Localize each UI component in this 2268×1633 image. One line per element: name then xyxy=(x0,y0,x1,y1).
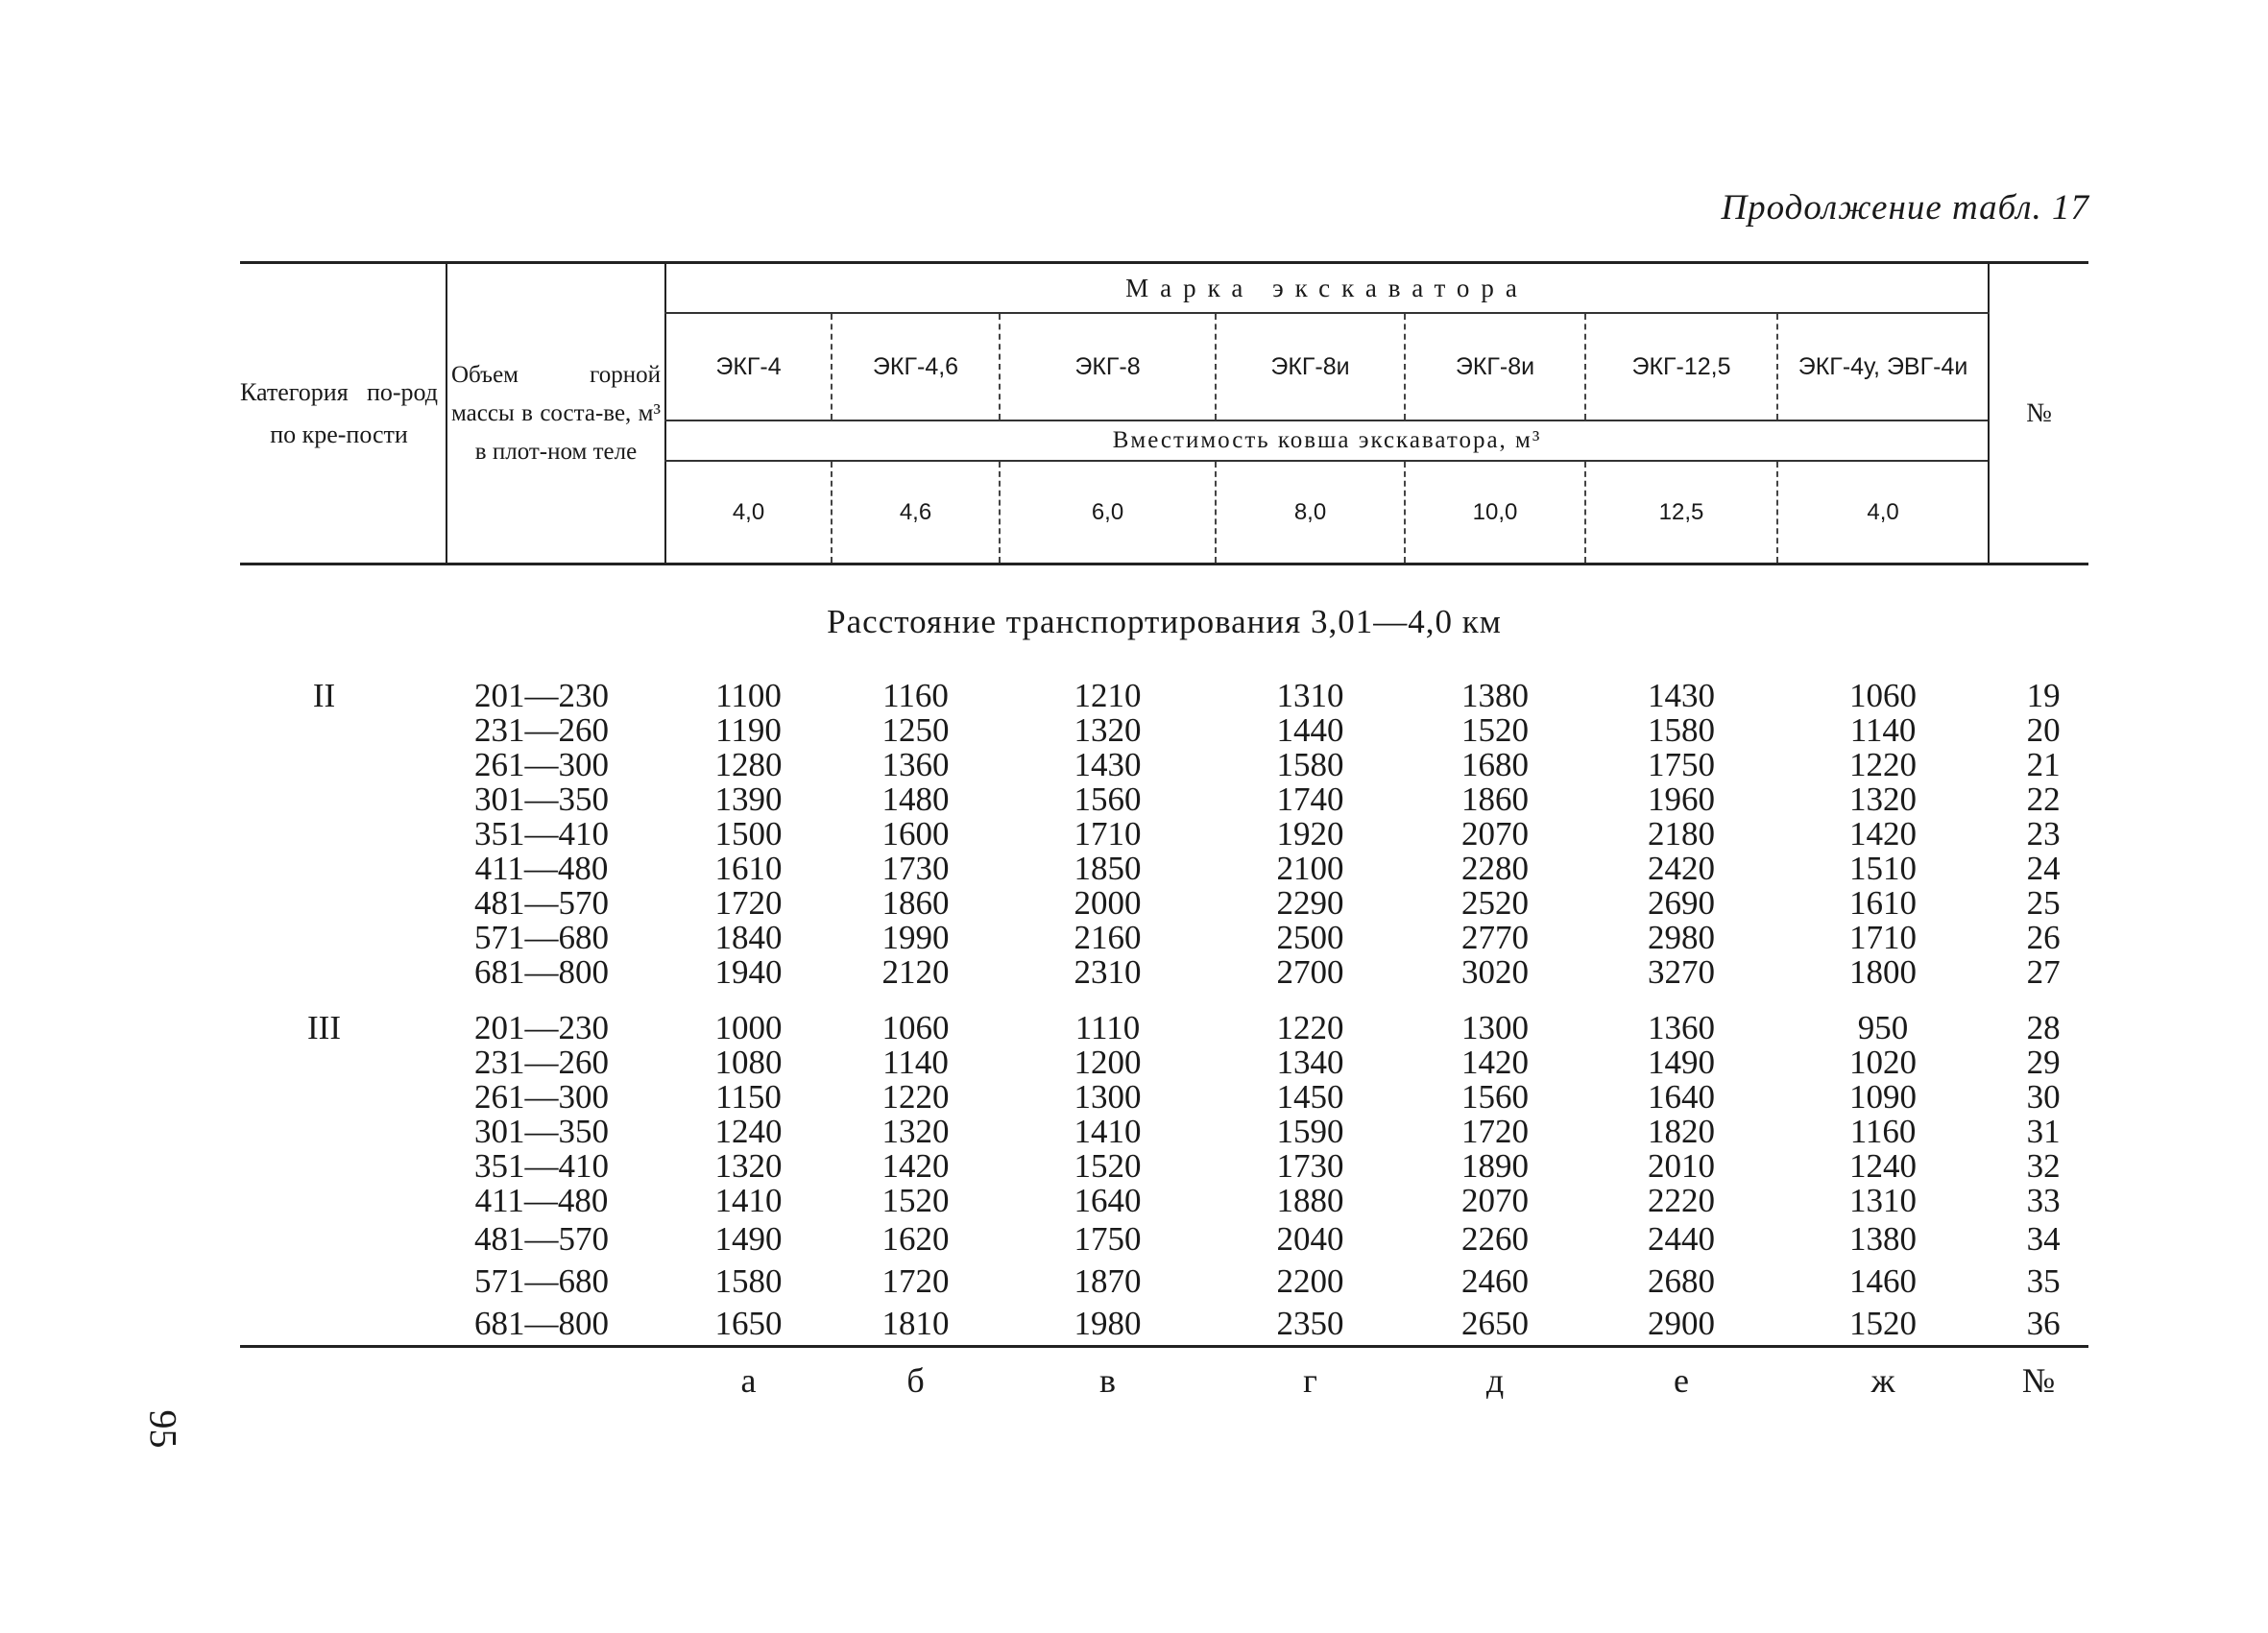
category-cell xyxy=(240,1115,446,1149)
table-row xyxy=(240,1080,2088,1115)
row-number-cell: 30 xyxy=(2026,1078,2061,1116)
value-cell: 1600 xyxy=(881,815,950,853)
volume-cell: 681—800 xyxy=(474,1305,609,1342)
brand-ekg-4: ЭКГ-4 xyxy=(665,313,832,420)
value-cell: 1160 xyxy=(882,677,949,714)
value-cell: 1240 xyxy=(714,1113,783,1150)
table-header xyxy=(240,263,2088,564)
value-cell: 1850 xyxy=(1074,850,1142,887)
value-cell: 1490 xyxy=(714,1220,783,1258)
table-row xyxy=(240,886,2088,921)
value-cell: 2040 xyxy=(1276,1220,1344,1258)
value-cell: 1320 xyxy=(1849,780,1918,818)
value-cell: 1640 xyxy=(1648,1078,1715,1116)
value-cell: 1620 xyxy=(881,1220,950,1258)
volume-cell: 571—680 xyxy=(474,919,609,956)
capacity-zh: 4,0 xyxy=(1777,461,1989,564)
header-volume: Объем горной массы в соста-ве, м³ в плот-ном теле xyxy=(446,263,665,564)
value-cell: 2180 xyxy=(1648,815,1715,853)
table-row xyxy=(240,1011,2088,1045)
value-cell: 1200 xyxy=(1074,1044,1142,1081)
value-cell: 2690 xyxy=(1648,884,1715,922)
category-cell xyxy=(240,852,446,886)
volume-cell: 231—260 xyxy=(474,711,609,749)
row-number-cell: 25 xyxy=(2026,884,2061,922)
value-cell: 1750 xyxy=(1074,1220,1142,1258)
capacity-b: 4,6 xyxy=(832,461,1000,564)
group-gap xyxy=(240,990,2088,1011)
value-cell: 1580 xyxy=(1276,746,1344,783)
value-cell: 1590 xyxy=(1276,1113,1344,1150)
value-cell: 1960 xyxy=(1648,780,1715,818)
row-number-cell: 31 xyxy=(2026,1113,2061,1150)
page-number: 95 xyxy=(141,1409,185,1449)
value-cell: 1500 xyxy=(714,815,783,853)
value-cell: 1610 xyxy=(1849,884,1918,922)
value-cell: 1410 xyxy=(714,1182,783,1219)
value-cell: 1860 xyxy=(881,884,950,922)
volume-cell: 481—570 xyxy=(474,884,609,922)
category-cell xyxy=(240,921,446,955)
value-cell: 1720 xyxy=(1461,1113,1529,1150)
value-cell: 1100 xyxy=(715,677,782,714)
value-cell: 1720 xyxy=(714,884,783,922)
row-number-cell: 35 xyxy=(2026,1262,2061,1300)
value-cell: 1580 xyxy=(1648,711,1715,749)
value-cell: 1480 xyxy=(881,780,950,818)
value-cell: 1440 xyxy=(1276,711,1344,749)
value-cell: 1140 xyxy=(1849,711,1917,749)
footer-letter: е xyxy=(1585,1347,1777,1414)
volume-cell: 681—800 xyxy=(474,953,609,991)
category-cell xyxy=(240,1218,446,1261)
value-cell: 1880 xyxy=(1276,1182,1344,1219)
value-cell: 1320 xyxy=(881,1113,950,1150)
value-cell: 1390 xyxy=(714,780,783,818)
header-number: № xyxy=(1989,263,2088,564)
row-number-cell: 24 xyxy=(2026,850,2061,887)
value-cell: 2280 xyxy=(1461,850,1529,887)
value-cell: 1360 xyxy=(1648,1009,1715,1046)
table-row xyxy=(240,1303,2088,1347)
value-cell: 2200 xyxy=(1276,1262,1344,1300)
value-cell: 1650 xyxy=(714,1305,783,1342)
table-row xyxy=(240,1149,2088,1184)
brand-ekg-4u-evg-4i: ЭКГ-4у, ЭВГ-4и xyxy=(1777,313,1989,420)
row-number-cell: 29 xyxy=(2026,1044,2061,1081)
value-cell: 1220 xyxy=(1276,1009,1344,1046)
value-cell: 1840 xyxy=(714,919,783,956)
value-cell: 2980 xyxy=(1648,919,1715,956)
value-cell: 1940 xyxy=(714,953,783,991)
value-cell: 1380 xyxy=(1849,1220,1918,1258)
volume-cell: 201—230 xyxy=(474,677,609,714)
row-number-cell: 34 xyxy=(2026,1220,2061,1258)
brand-ekg-12-5: ЭКГ-12,5 xyxy=(1585,313,1777,420)
row-number-cell: 26 xyxy=(2026,919,2061,956)
value-cell: 2160 xyxy=(1074,919,1142,956)
footer-letter: а xyxy=(665,1347,832,1414)
table-row xyxy=(240,921,2088,955)
value-cell: 1210 xyxy=(1074,677,1142,714)
table-row xyxy=(240,955,2088,990)
value-cell: 1310 xyxy=(1849,1182,1918,1219)
value-cell: 1460 xyxy=(1849,1262,1918,1300)
value-cell: 1860 xyxy=(1461,780,1529,818)
category-cell xyxy=(240,748,446,782)
footer-letter: б xyxy=(832,1347,1000,1414)
table-row xyxy=(240,1261,2088,1303)
volume-cell: 481—570 xyxy=(474,1220,609,1258)
value-cell: 1710 xyxy=(1074,815,1142,853)
volume-cell: 201—230 xyxy=(474,1009,609,1046)
value-cell: 1560 xyxy=(1461,1078,1529,1116)
value-cell: 1820 xyxy=(1648,1113,1715,1150)
row-number-cell: 27 xyxy=(2026,953,2061,991)
volume-cell: 351—410 xyxy=(474,1147,609,1185)
footer-blank xyxy=(446,1347,665,1414)
value-cell: 2220 xyxy=(1648,1182,1715,1219)
value-cell: 950 xyxy=(1857,1009,1909,1046)
table-row xyxy=(240,679,2088,713)
category-cell xyxy=(240,1149,446,1184)
value-cell: 1870 xyxy=(1074,1262,1142,1300)
table-body xyxy=(240,564,2088,1347)
value-cell: 2650 xyxy=(1461,1305,1529,1342)
value-cell: 1420 xyxy=(1461,1044,1529,1081)
footer-letter: № xyxy=(1989,1347,2088,1414)
table-row xyxy=(240,852,2088,886)
value-cell: 1300 xyxy=(1074,1078,1142,1116)
value-cell: 1520 xyxy=(1074,1147,1142,1185)
value-cell: 1810 xyxy=(881,1305,950,1342)
value-cell: 1430 xyxy=(1074,746,1142,783)
value-cell: 1430 xyxy=(1648,677,1715,714)
volume-cell: 411—480 xyxy=(474,850,609,887)
value-cell: 1020 xyxy=(1849,1044,1918,1081)
header-category: Категория по-род по кре-пости xyxy=(240,263,446,564)
value-cell: 1240 xyxy=(1849,1147,1918,1185)
category-cell xyxy=(240,1184,446,1218)
value-cell: 1360 xyxy=(881,746,950,783)
category-cell xyxy=(240,782,446,817)
value-cell: 2350 xyxy=(1276,1305,1344,1342)
volume-cell: 571—680 xyxy=(474,1262,609,1300)
volume-cell: 261—300 xyxy=(474,1078,609,1116)
value-cell: 1410 xyxy=(1074,1113,1142,1150)
value-cell: 1000 xyxy=(714,1009,783,1046)
value-cell: 1060 xyxy=(1849,677,1918,714)
row-number-cell: 32 xyxy=(2026,1147,2061,1185)
value-cell: 1160 xyxy=(1849,1113,1917,1150)
table-continuation-caption: Продолжение табл. 17 xyxy=(1721,188,2089,228)
value-cell: 1250 xyxy=(881,711,950,749)
value-cell: 1750 xyxy=(1648,746,1715,783)
value-cell: 1610 xyxy=(714,850,783,887)
value-cell: 1340 xyxy=(1276,1044,1344,1081)
value-cell: 1490 xyxy=(1648,1044,1715,1081)
footer-letter: г xyxy=(1216,1347,1405,1414)
value-cell: 1110 xyxy=(1074,1009,1141,1046)
value-cell: 2070 xyxy=(1461,815,1529,853)
section-title: Расстояние транспортирования 3,01—4,0 км xyxy=(827,603,1502,640)
table-row xyxy=(240,748,2088,782)
value-cell: 1380 xyxy=(1461,677,1529,714)
category-cell xyxy=(240,1080,446,1115)
value-cell: 1150 xyxy=(715,1078,782,1116)
category-cell xyxy=(240,1303,446,1347)
brand-ekg-8i-2: ЭКГ-8и xyxy=(1405,313,1585,420)
row-number-cell: 23 xyxy=(2026,815,2061,853)
row-number-cell: 28 xyxy=(2026,1009,2061,1046)
value-cell: 1580 xyxy=(714,1262,783,1300)
capacity-d: 10,0 xyxy=(1405,461,1585,564)
value-cell: 1990 xyxy=(881,919,950,956)
category-cell xyxy=(240,886,446,921)
value-cell: 1090 xyxy=(1849,1078,1918,1116)
header-brand-group: Марка экскаватора xyxy=(665,263,1989,314)
value-cell: 1520 xyxy=(1849,1305,1918,1342)
value-cell: 1800 xyxy=(1849,953,1918,991)
value-cell: 2680 xyxy=(1648,1262,1715,1300)
value-cell: 2260 xyxy=(1461,1220,1529,1258)
category-cell xyxy=(240,1261,446,1303)
value-cell: 1310 xyxy=(1276,677,1344,714)
value-cell: 1980 xyxy=(1074,1305,1142,1342)
table-row xyxy=(240,1184,2088,1218)
table-row xyxy=(240,782,2088,817)
row-number-cell: 36 xyxy=(2026,1305,2061,1342)
volume-cell: 301—350 xyxy=(474,780,609,818)
value-cell: 2070 xyxy=(1461,1182,1529,1219)
volume-cell: 411—480 xyxy=(474,1182,609,1219)
category-cell: II xyxy=(312,677,336,714)
category-cell xyxy=(240,1045,446,1080)
brand-ekg-8: ЭКГ-8 xyxy=(1000,313,1216,420)
column-letter-row xyxy=(240,1347,2088,1414)
value-cell: 3020 xyxy=(1461,953,1529,991)
brand-ekg-8i: ЭКГ-8и xyxy=(1216,313,1405,420)
value-cell: 1080 xyxy=(714,1044,783,1081)
value-cell: 2100 xyxy=(1276,850,1344,887)
row-number-cell: 19 xyxy=(2026,677,2061,714)
value-cell: 1710 xyxy=(1849,919,1918,956)
value-cell: 1560 xyxy=(1074,780,1142,818)
value-cell: 2440 xyxy=(1648,1220,1715,1258)
row-number-cell: 20 xyxy=(2026,711,2061,749)
value-cell: 2460 xyxy=(1461,1262,1529,1300)
value-cell: 1640 xyxy=(1074,1182,1142,1219)
value-cell: 2520 xyxy=(1461,884,1529,922)
category-cell xyxy=(240,955,446,990)
volume-cell: 351—410 xyxy=(474,815,609,853)
value-cell: 1920 xyxy=(1276,815,1344,853)
footer-letter: д xyxy=(1405,1347,1585,1414)
value-cell: 1450 xyxy=(1276,1078,1344,1116)
footer-blank xyxy=(240,1347,446,1414)
value-cell: 1720 xyxy=(881,1262,950,1300)
category-cell xyxy=(240,817,446,852)
capacity-g: 8,0 xyxy=(1216,461,1405,564)
value-cell: 3270 xyxy=(1648,953,1715,991)
gap-cell xyxy=(240,990,2088,1011)
value-cell: 1220 xyxy=(1849,746,1918,783)
capacity-e: 12,5 xyxy=(1585,461,1777,564)
value-cell: 1520 xyxy=(881,1182,950,1219)
value-cell: 1190 xyxy=(715,711,782,749)
value-cell: 1280 xyxy=(714,746,783,783)
value-cell: 1680 xyxy=(1461,746,1529,783)
value-cell: 2500 xyxy=(1276,919,1344,956)
category-cell: III xyxy=(307,1009,341,1046)
value-cell: 2310 xyxy=(1074,953,1142,991)
value-cell: 1060 xyxy=(881,1009,950,1046)
value-cell: 1510 xyxy=(1849,850,1918,887)
table-row xyxy=(240,713,2088,748)
table-row xyxy=(240,817,2088,852)
value-cell: 1320 xyxy=(1074,711,1142,749)
value-cell: 1320 xyxy=(714,1147,783,1185)
footer-letter: в xyxy=(1000,1347,1216,1414)
capacity-a: 4,0 xyxy=(665,461,832,564)
row-number-cell: 21 xyxy=(2026,746,2061,783)
value-cell: 2290 xyxy=(1276,884,1344,922)
volume-cell: 231—260 xyxy=(474,1044,609,1081)
header-capacity-group: Вместимость ковша экскаватора, м³ xyxy=(665,420,1989,461)
value-cell: 1420 xyxy=(881,1147,950,1185)
value-cell: 1730 xyxy=(881,850,950,887)
row-number-cell: 22 xyxy=(2026,780,2061,818)
value-cell: 2700 xyxy=(1276,953,1344,991)
table-row xyxy=(240,1045,2088,1080)
value-cell: 2900 xyxy=(1648,1305,1715,1342)
value-cell: 2120 xyxy=(881,953,950,991)
category-cell xyxy=(240,713,446,748)
table-row xyxy=(240,1218,2088,1261)
row-number-cell: 33 xyxy=(2026,1182,2061,1219)
value-cell: 2420 xyxy=(1648,850,1715,887)
brand-ekg-4-6: ЭКГ-4,6 xyxy=(832,313,1000,420)
value-cell: 1890 xyxy=(1461,1147,1529,1185)
value-cell: 1520 xyxy=(1461,711,1529,749)
capacity-v: 6,0 xyxy=(1000,461,1216,564)
value-cell: 2770 xyxy=(1461,919,1529,956)
volume-cell: 261—300 xyxy=(474,746,609,783)
value-cell: 2010 xyxy=(1648,1147,1715,1185)
footer-letter: ж xyxy=(1777,1347,1989,1414)
excavator-productivity-table xyxy=(240,261,2088,1413)
value-cell: 1300 xyxy=(1461,1009,1529,1046)
value-cell: 1730 xyxy=(1276,1147,1344,1185)
value-cell: 1140 xyxy=(882,1044,949,1081)
value-cell: 1420 xyxy=(1849,815,1918,853)
value-cell: 1220 xyxy=(881,1078,950,1116)
value-cell: 2000 xyxy=(1074,884,1142,922)
volume-cell: 301—350 xyxy=(474,1113,609,1150)
table-row xyxy=(240,1115,2088,1149)
value-cell: 1740 xyxy=(1276,780,1344,818)
